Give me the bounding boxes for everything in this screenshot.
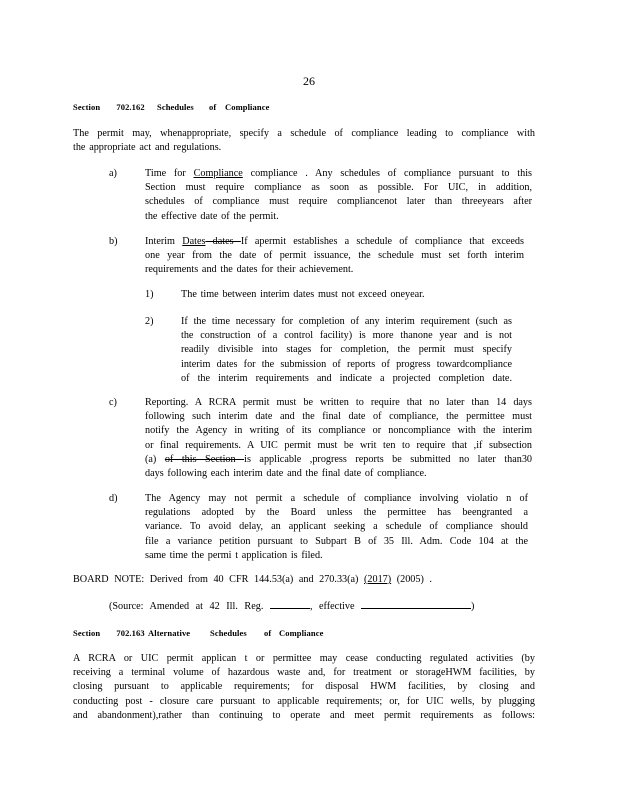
text-line: variance. To avoid delay, an applicant seeking a schedule of compliance should <box>145 521 528 533</box>
text-line: schedules of compliance must require compliancenot later than threeyears after <box>145 196 532 208</box>
section-title-word: of <box>209 102 217 112</box>
date-blank <box>361 599 471 609</box>
section-title-word: Compliance <box>279 628 324 638</box>
section-number: Section 702.163 <box>73 628 145 638</box>
text-line: Time for Compliance compliance . Any schedules of compliance pursuant to this <box>145 168 532 179</box>
section-intro <box>73 127 535 155</box>
text-line: BOARD NOTE: Derived from 40 CFR 144.53(a) and 270.33(a) (2017) (2005) . <box>73 574 432 585</box>
text-line: following such interim date and the final date of compliance, the permittee must <box>145 411 532 423</box>
text-line: regulations adopted by the Board unless the permittee has beengranted a <box>145 507 528 519</box>
item-b-text <box>145 235 524 278</box>
inserted-text: (2017) <box>364 574 392 585</box>
source-note <box>109 599 499 614</box>
deleted-text: dates <box>205 236 241 247</box>
text-line: (a) of this Section is applicable ,progress reports be submitted no later than30 <box>145 453 533 465</box>
text-line: and abandonment),rather than continuing to operate and meet permit requirements as follows: <box>73 709 535 721</box>
inserted-text: Dates <box>182 236 206 247</box>
text-line: receiving a terminal volume of hazardous waste and, for treatment or storageHWM facilities, by <box>73 667 535 679</box>
section-heading-702-163 <box>73 628 323 638</box>
item-label: d) <box>109 493 118 504</box>
deleted-text: of this Section <box>164 453 245 465</box>
item-d-text <box>145 492 528 563</box>
subitem-label: 1) <box>145 289 154 300</box>
text-line: file a variance petition pursuant to Subpart B of 35 Ill. Adm. Code 104 at the <box>145 535 528 547</box>
text-line: notify the Agency in writing of its compliance or noncompliance with the interim <box>145 425 532 437</box>
section-title-word: Schedules <box>157 102 194 112</box>
reg-blank <box>270 599 310 609</box>
text-line: (Source: Amended at 42 Ill. Reg. , effective ) <box>109 601 475 612</box>
inserted-text: Compliance <box>193 168 243 179</box>
subitem-2-text <box>181 315 512 386</box>
text-line: conducting post - closure care pursuant to applicable requirements; or, for UIC wells, by plugging <box>73 695 535 707</box>
text-line: the appropriate act and regulations. <box>73 142 222 154</box>
text-line: A RCRA or UIC permit applican t or permittee may cease conducting regulated activities (by <box>73 653 535 664</box>
text-line: the construction of a control facility) is more thanone year and is not <box>181 330 512 342</box>
text-line: of the interim requirements and indicate a projected completion date. <box>181 372 512 384</box>
text-line: The time between interim dates must not exceed oneyear. <box>181 289 425 300</box>
section-title-word: of <box>264 628 272 638</box>
text-line: interim dates for the submission of reports of progress towardcompliance <box>181 358 512 370</box>
text-line: the effective date of the permit. <box>145 210 279 222</box>
text-line: same time the permi t application is filed. <box>145 549 323 561</box>
item-label: b) <box>109 236 118 247</box>
text-line: The permit may, whenappropriate, specify a schedule of compliance leading to compliance with <box>73 128 535 139</box>
text-line: one year from the date of permit issuance, the schedule must set forth interim <box>145 250 524 262</box>
text-line: If the time necessary for completion of any interim requirement (such as <box>181 316 512 327</box>
board-note <box>73 573 473 587</box>
subitem-1-text <box>181 288 481 302</box>
section-702-163-body <box>73 652 535 723</box>
item-label: c) <box>109 397 117 408</box>
section-title-word: Alternative <box>148 628 191 638</box>
text-line: Interim Dates dates If apermit establishes a schedule of compliance that exceeds <box>145 236 524 247</box>
text-line: days following each interim date and the final date of compliance. <box>145 468 427 480</box>
text-line: requirements and the dates for their achievement. <box>145 264 354 276</box>
section-number: Section 702.162 <box>73 102 145 112</box>
text-line: closing pursuant to applicable requirements; for disposal HWM facilities, by closing and <box>73 681 535 693</box>
text-line: Reporting. A RCRA permit must be written to require that no later than 14 days <box>145 397 532 408</box>
section-title-word: Schedules <box>210 628 247 638</box>
text-line: or final requirements. A UIC permit must be writ ten to require that ,if subsection <box>145 439 532 451</box>
text-line: The Agency may not permit a schedule of compliance involving violatio n of <box>145 493 528 504</box>
subitem-label: 2) <box>145 316 154 327</box>
section-heading-702-162 <box>73 102 269 112</box>
text-line: Section must require compliance as soon as possible. For UIC, in addition, <box>145 182 532 194</box>
item-label: a) <box>109 168 117 179</box>
section-title-word: Compliance <box>225 102 270 112</box>
item-a-text <box>145 167 532 224</box>
page-number: 26 <box>303 74 315 88</box>
item-c-text <box>145 396 532 481</box>
text-line: readily divisible into stages for completion, the permit must specify <box>181 344 512 356</box>
